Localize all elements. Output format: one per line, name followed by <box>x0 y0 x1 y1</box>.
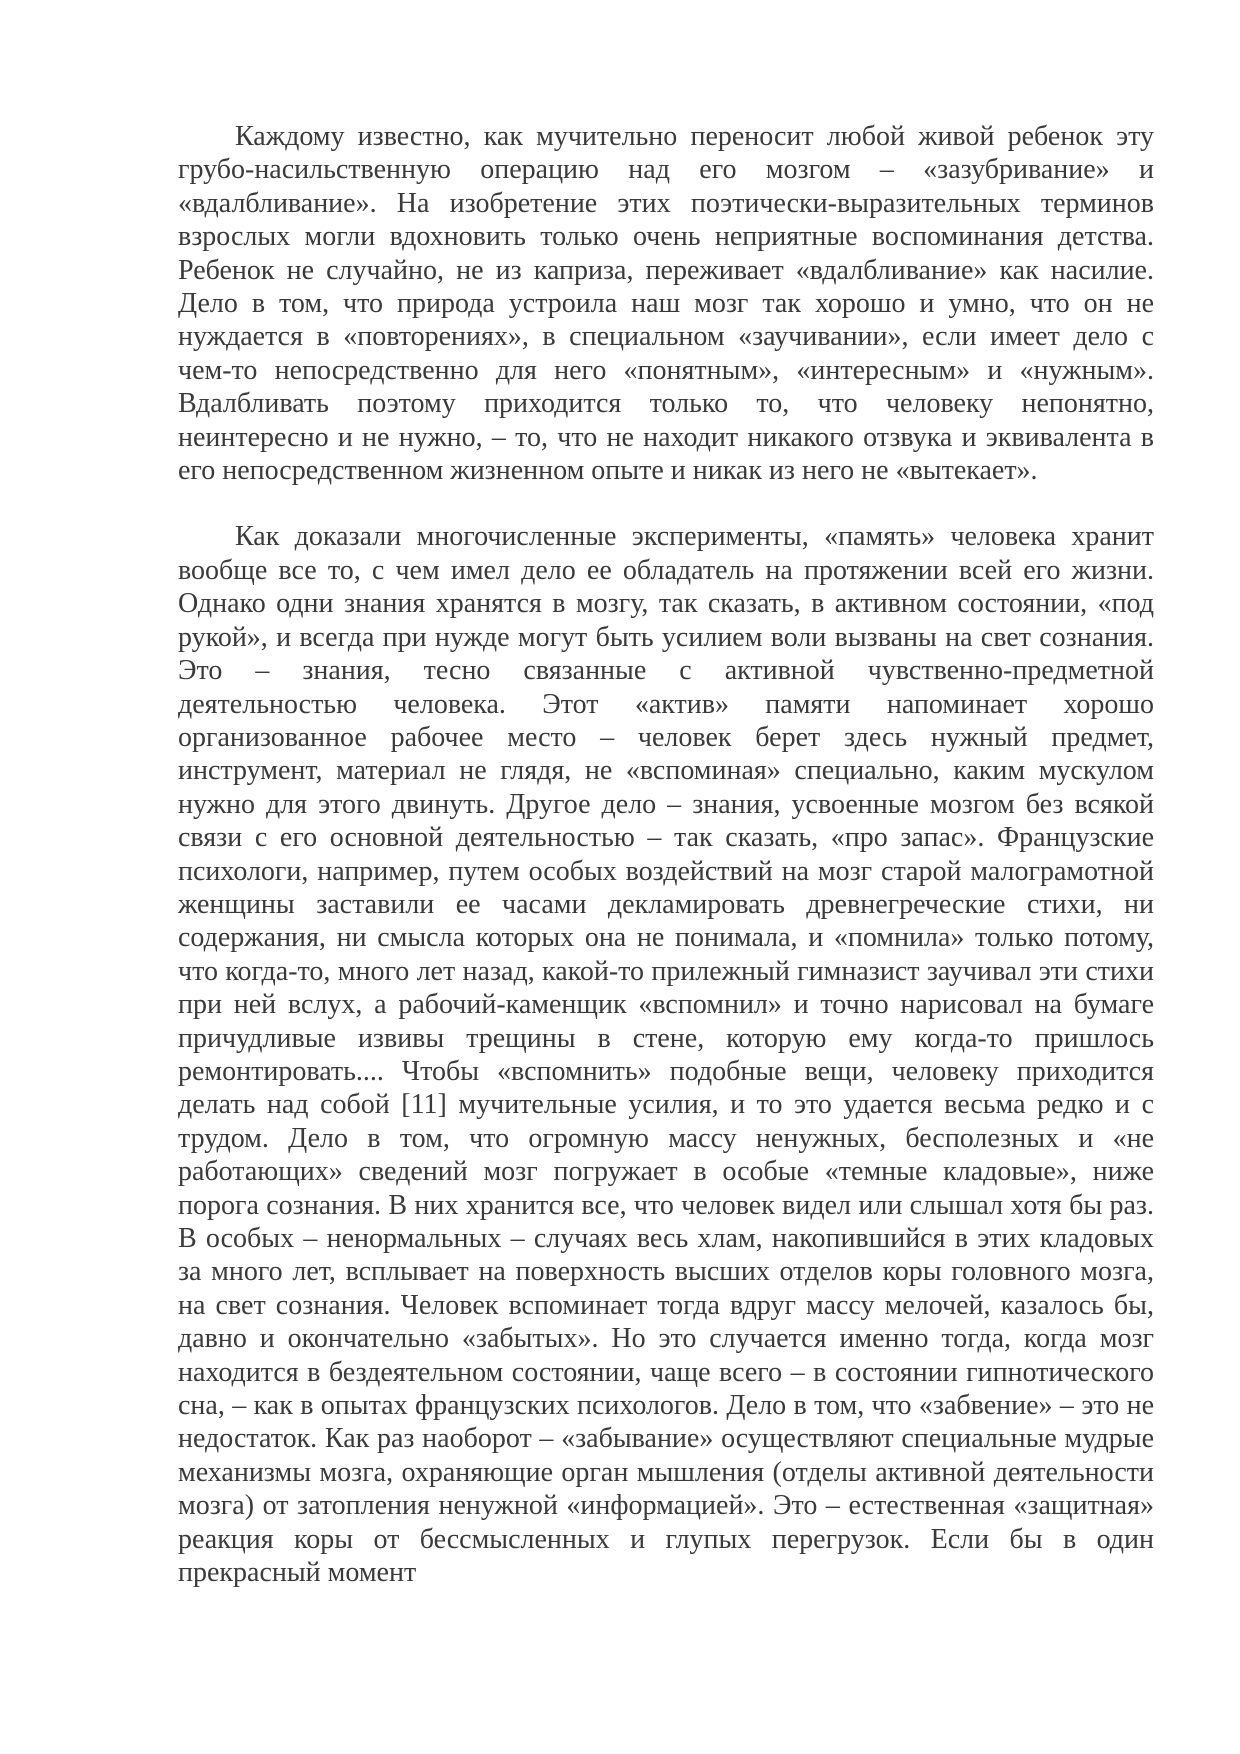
paragraph-1: Каждому известно, как мучительно переносит любой живой ребенок эту грубо-насильственную операцию над его мозгом – «зазубривание» и «вдалбливание». На изобретение этих поэтически-выразительных терминов взрослых могли вдохновить только очень неприятные воспоминания детства. Ребенок не случайно, не из каприза, переживает «вдалбливание» как насилие. Дело в том, что природа устроила наш мозг так хорошо и умно, что он не нуждается в «повторениях», в специальном «заучивании», если имеет дело с чем-то непосредственно для него «понятным», «интересным» и «нужным». Вдалбливать поэтому приходится только то, что человеку непонятно, неинтересно и не нужно, – то, что не находит никакого отзвука и эквивалента в его непосредственном жизненном опыте и никак из него не «вытекает». <box>178 121 1154 487</box>
paragraph-2: Как доказали многочисленные эксперименты, «память» человека хранит вообще все то, с чем имел дело ее обладатель на протяжении всей его жизни. Однако одни знания хранятся в мозгу, так сказать, в активном состоянии, «под рукой», и всегда при нужде могут быть усилием воли вызваны на свет сознания. Это – знания, тесно связанные с активной чувственно-предметной деятельностью человека. Этот «актив» памяти напоминает хорошо организованное рабочее место – человек берет здесь нужный предмет, инструмент, материал не глядя, не «вспоминая» специально, каким мускулом нужно для этого двинуть. Другое дело – знания, усвоенные мозгом без всякой связи с его основной деятельностью – так сказать, «про запас». Французские психологи, например, путем особых воздействий на мозг старой малограмотной женщины заставили ее часами декламировать древнегреческие стихи, ни содержания, ни смысла которых она не понимала, и «помнила» только потому, что когда-то, много лет назад, какой-то прилежный гимназист заучивал эти стихи при ней вслух, а рабочий-каменщик «вспомнил» и точно нарисовал на бумаге причудливые извивы трещины в стене, которую ему когда-то пришлось ремонтировать.... Чтобы «вспомнить» подобные вещи, человеку приходится делать над собой [11] мучительные усилия, и то это удается весьма редко и с трудом. Дело в том, что огромную массу ненужных, бесполезных и «не работающих» сведений мозг погружает в особые «темные кладовые», ниже порога сознания. В них хранится все, что человек видел или слышал хотя бы раз. В особых – ненормальных – случаях весь хлам, накопившийся в этих кладовых за много лет, всплывает на поверхность высших отделов коры головного мозга, на свет сознания. Человек вспоминает тогда вдруг массу мелочей, казалось бы, давно и окончательно «забытых». Но это случается именно тогда, когда мозг находится в бездеятельном состоянии, чаще всего – в состоянии гипнотического сна, – как в опытах французских психологов. Дело в том, что «забвение» – это не недостаток. Как раз наоборот – «забывание» осуществляют специальные мудрые механизмы мозга, охраняющие орган мышления (отделы активной деятельности мозга) от затопления ненужной «информацией». Это – естественная «защитная» реакция коры от бессмысленных и глупых перегрузок. Если бы в один прекрасный момент <box>178 521 1154 1589</box>
body-text <box>178 120 1154 1589</box>
